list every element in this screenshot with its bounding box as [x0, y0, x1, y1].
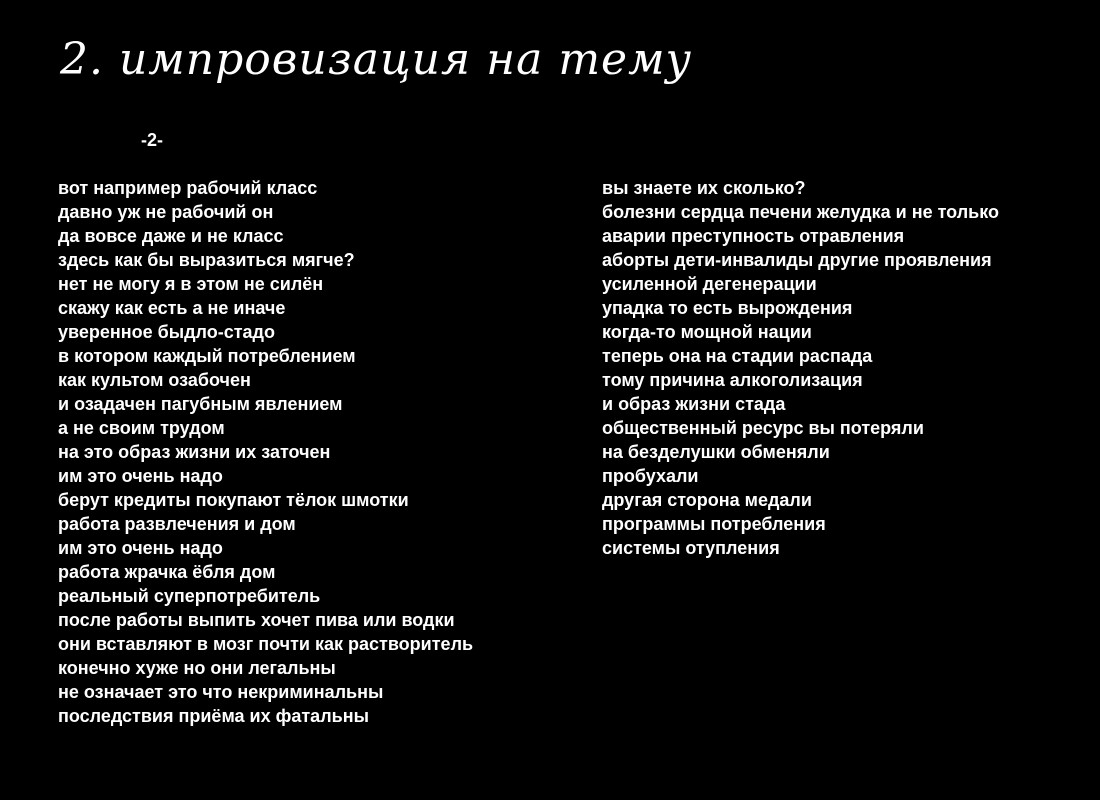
verse-line: упадка то есть вырождения [602, 298, 853, 318]
verse-line: тому причина алкоголизация [602, 370, 863, 390]
verse-line: давно уж не рабочий он [58, 202, 274, 222]
verse-line: после работы выпить хочет пива или водки [58, 610, 455, 630]
verse-line: нет не могу я в этом не силён [58, 274, 324, 294]
verse-line: конечно хуже но они легальны [58, 658, 336, 678]
verse-line: не означает это что некриминальны [58, 682, 384, 702]
right-verse-column [602, 176, 1082, 560]
verse-line: усиленной дегенерации [602, 274, 817, 294]
verse-line: в котором каждый потреблением [58, 346, 356, 366]
verse-line: берут кредиты покупают тёлок шмотки [58, 490, 409, 510]
verse-line: когда-то мощной нации [602, 322, 812, 342]
section-marker: -2- [141, 130, 163, 150]
verse-line: и озадачен пагубным явлением [58, 394, 343, 414]
verse-line: а не своим трудом [58, 418, 225, 438]
verse-line: скажу как есть а не иначе [58, 298, 286, 318]
verse-line: реальный суперпотребитель [58, 586, 321, 606]
verse-line: работа жрачка ёбля дом [58, 562, 276, 582]
verse-line: пробухали [602, 466, 699, 486]
verse-line: им это очень надо [58, 538, 223, 558]
verse-line: и образ жизни стада [602, 394, 786, 414]
page-title: 2. импровизация на тему [60, 34, 693, 85]
verse-line: системы отупления [602, 538, 780, 558]
verse-line: другая сторона медали [602, 490, 812, 510]
verse-line: аварии преступность отравления [602, 226, 905, 246]
verse-line: здесь как бы выразиться мягче? [58, 250, 355, 270]
verse-line: как культом озабочен [58, 370, 251, 390]
verse-line: вот например рабочий класс [58, 178, 318, 198]
verse-line: на безделушки обменяли [602, 442, 830, 462]
verse-line: да вовсе даже и не класс [58, 226, 284, 246]
verse-line: аборты дети-инвалиды другие проявления [602, 250, 992, 270]
verse-line: им это очень надо [58, 466, 223, 486]
verse-line: теперь она на стадии распада [602, 346, 873, 366]
verse-line: последствия приёма их фатальны [58, 706, 369, 726]
left-verse-column [58, 176, 578, 728]
verse-line: они вставляют в мозг почти как растворитель [58, 634, 474, 654]
verse-line: болезни сердца печени желудка и не только [602, 202, 999, 222]
verse-line: уверенное быдло-стадо [58, 322, 275, 342]
verse-line: программы потребления [602, 514, 826, 534]
verse-line: общественный ресурс вы потеряли [602, 418, 924, 438]
verse-line: вы знаете их сколько? [602, 178, 806, 198]
verse-line: работа развлечения и дом [58, 514, 296, 534]
verse-line: на это образ жизни их заточен [58, 442, 331, 462]
